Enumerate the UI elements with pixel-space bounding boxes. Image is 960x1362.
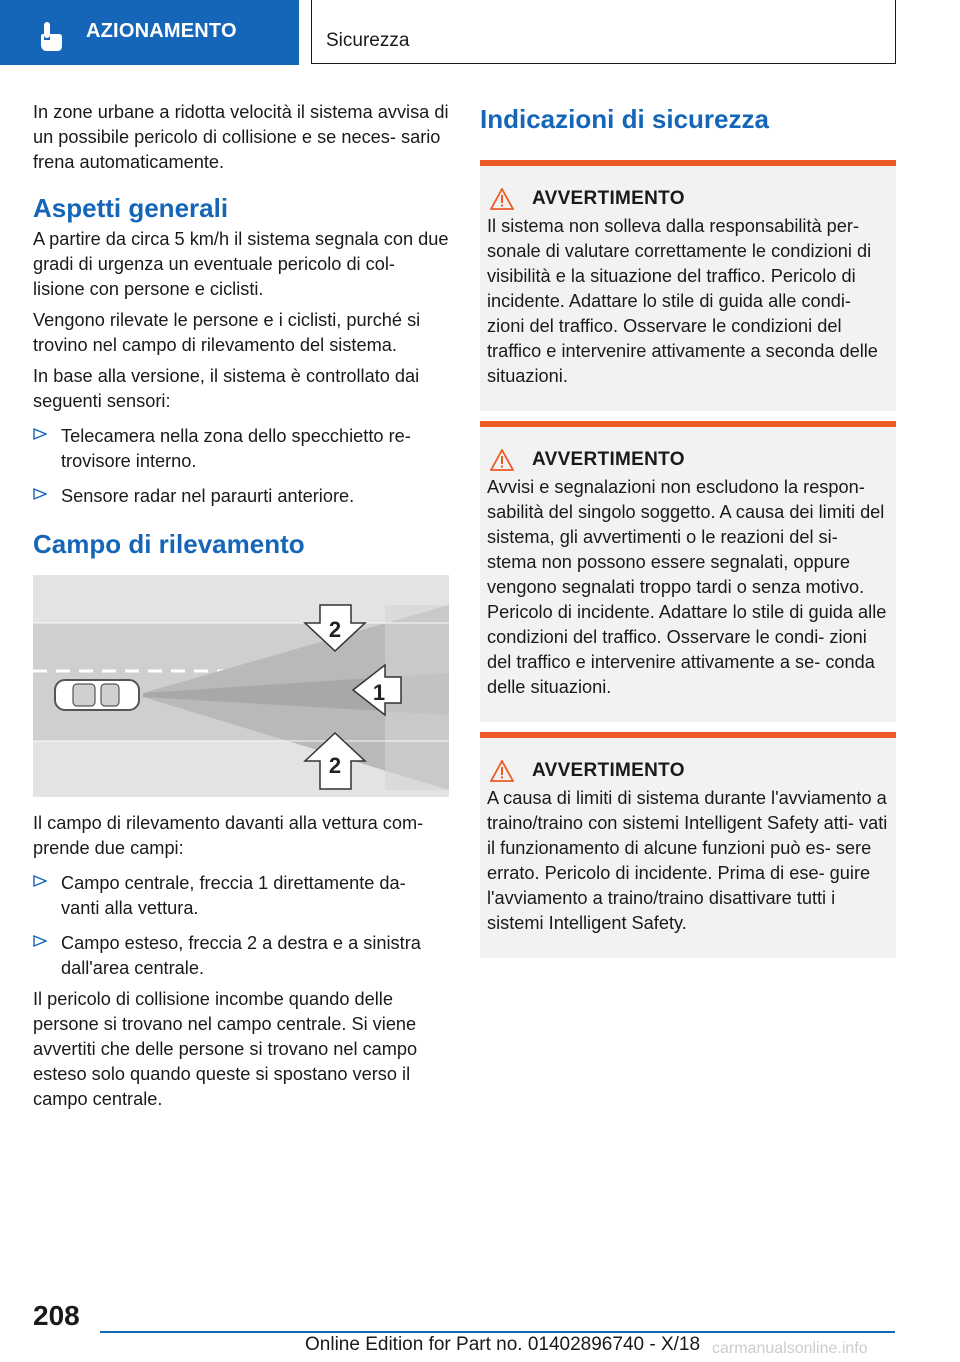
right-column — [480, 100, 896, 958]
arrow-label-2-top: 2 — [328, 617, 342, 642]
chapter-tab[interactable] — [0, 0, 299, 65]
list-item — [33, 484, 449, 509]
left-column — [33, 100, 449, 1118]
chapter-tab-label: AZIONAMENTO — [86, 20, 237, 42]
paragraph-general-3: In base alla versione, il sistema è controllato dai seguenti sensori: — [33, 366, 420, 411]
hand-pointer-icon — [38, 22, 64, 52]
triangle-bullet-icon — [33, 934, 47, 948]
paragraph-detection-2: Il pericolo di collisione incombe quando delle persone si trovano nel campo centrale. Si viene avvertiti che delle persone si trovano nel campo esteso solo quando queste si spostano verso il campo centrale. — [33, 989, 418, 1109]
warning-title: AVVERTIMENTO — [532, 760, 685, 781]
field-list — [33, 871, 449, 981]
warning-triangle-icon — [490, 760, 514, 782]
warning-box — [480, 160, 896, 411]
footer-edition: Online Edition for Part no. 01402896740 - X/18 — [305, 1334, 701, 1355]
arrow-label-2-bottom: 2 — [328, 753, 342, 778]
warning-title: AVVERTIMENTO — [532, 188, 685, 209]
list-item — [33, 424, 449, 474]
warning-triangle-icon — [490, 449, 514, 471]
warning-triangle-icon — [490, 188, 514, 210]
list-item-text: Campo esteso, freccia 2 a destra e a sinistra dall'area centrale. — [61, 933, 421, 978]
warning-box — [480, 421, 896, 722]
triangle-bullet-icon — [33, 874, 47, 888]
watermark: carmanualsonline.info — [712, 1340, 868, 1357]
heading-safety: Indicazioni di sicurezza — [480, 104, 769, 134]
paragraph-detection-1: Il campo di rilevamento davanti alla vettura com- prende due campi: — [33, 813, 424, 858]
detection-field-illustration — [33, 575, 449, 797]
heading-general: Aspetti generali — [33, 193, 229, 223]
paragraph-general-2: Vengono rilevate le persone e i ciclisti, purché si trovino nel campo di rilevamento del sistema. — [33, 310, 421, 355]
list-item — [33, 871, 449, 921]
section-tab-label: Sicurezza — [326, 30, 410, 51]
car-icon — [55, 680, 139, 710]
warning-text: Il sistema non solleva dalla responsabilità per- sonale di valutare correttamente le condizioni di visibilità e la situazione del traffico. Pericolo di incidente. Adattare lo stile di guida alle condi- zioni del traffico. Osservare le condizioni del traffico e intervenire attivamente a seconda delle situazioni. — [487, 216, 878, 386]
footer-divider — [100, 1331, 895, 1333]
list-item-text: Sensore radar nel paraurti anteriore. — [61, 486, 355, 506]
intro-paragraph: In zone urbane a ridotta velocità il sistema avvisa di un possibile pericolo di collisione e se neces- sario frena automaticamente. — [33, 102, 449, 172]
list-item-text: Telecamera nella zona dello specchietto re- trovisore interno. — [61, 426, 411, 471]
detection-field-diagram — [33, 575, 449, 797]
sensor-list — [33, 424, 449, 509]
list-item-text: Campo centrale, freccia 1 direttamente da- vanti alla vettura. — [61, 873, 406, 918]
triangle-bullet-icon — [33, 487, 47, 501]
warning-title: AVVERTIMENTO — [532, 449, 685, 470]
triangle-bullet-icon — [33, 427, 47, 441]
paragraph-general-1: A partire da circa 5 km/h il sistema segnala con due gradi di urgenza un eventuale pericolo di col- lisione con persone e ciclisti. — [33, 229, 449, 299]
warning-text: Avvisi e segnalazioni non escludono la respon- sabilità del singolo soggetto. A causa dei limiti del sistema, gli avvertimenti o le reazioni del si- stema non possono essere segnalati, oppure vengono segnalati troppo tardi o senza motivo. Pericolo di incidente. Adattare lo stile di guida alle condizioni del traffico. Osservare le condi- zioni del traffico e intervenire attivamente a se- conda delle situazioni. — [487, 477, 887, 697]
section-tab[interactable] — [311, 0, 896, 64]
heading-detection: Campo di rilevamento — [33, 529, 305, 559]
warning-box — [480, 732, 896, 958]
warning-text: A causa di limiti di sistema durante l'avviamento a traino/traino con sistemi Intelligent Safety atti- vati il funzionamento di alcune funzioni può es- sere errato. Pericolo di incidente. Prima di ese- guire l'avviamento a traino/traino disattivare tutti i sistemi Intelligent Safety. — [487, 788, 888, 933]
list-item — [33, 931, 449, 981]
arrow-label-1: 1 — [372, 680, 386, 705]
page-number: 208 — [33, 1300, 80, 1331]
